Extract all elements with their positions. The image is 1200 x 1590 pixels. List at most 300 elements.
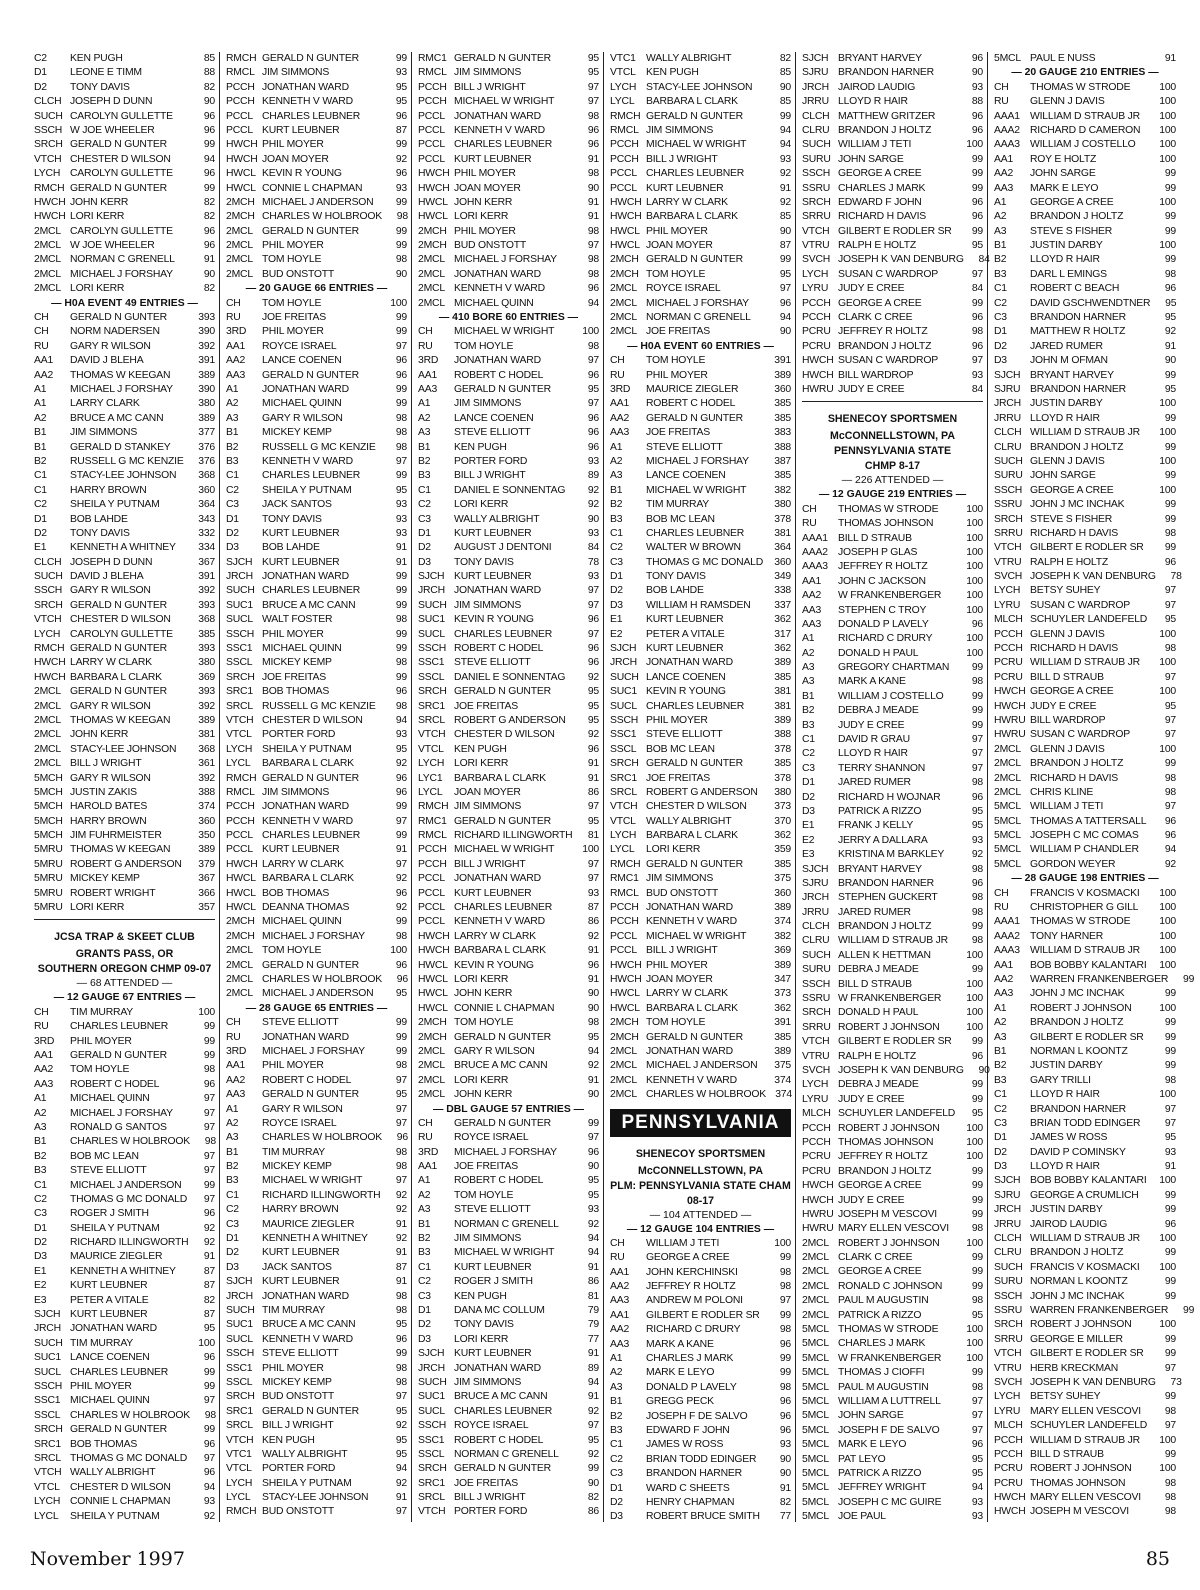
shooter-name: BRANDON J HOLTZ (1030, 441, 1124, 453)
class-code: D2 (994, 1146, 1007, 1158)
shooter-name: SUSAN C WARDROP (838, 268, 938, 280)
class-code: B3 (802, 719, 815, 731)
score: 93 (395, 67, 407, 79)
score: 98 (587, 268, 599, 280)
score: 362 (774, 1002, 791, 1014)
score: 99 (203, 1035, 215, 1047)
score: 98 (1164, 1506, 1176, 1518)
shooter-name: KENNETH A WHITNEY (262, 1233, 368, 1245)
shooter-name: BARBARA L CLARK (262, 873, 354, 885)
class-code: SRC1 (226, 686, 253, 698)
score: 100 (966, 590, 983, 602)
score: 95 (587, 815, 599, 827)
shooter-name: BILL D STRAUB (838, 978, 912, 990)
score: 389 (198, 714, 215, 726)
shooter-name: RALPH E HOLTZ (1030, 556, 1109, 568)
shooter-name: JIM FUHRMEISTER (70, 830, 162, 842)
class-code: 2MCH (610, 1017, 639, 1029)
result-row (34, 225, 215, 239)
class-code: CLCH (34, 96, 62, 108)
result-row (802, 992, 983, 1006)
class-code: 5MCL (802, 1482, 829, 1494)
shooter-name: SUSAN C WARDROP (1030, 729, 1130, 741)
class-code: A3 (994, 1031, 1007, 1043)
result-row (34, 1337, 215, 1351)
shooter-name: JOSEPH D DUNN (70, 96, 153, 108)
shooter-name: WARD C SHEETS (646, 1482, 730, 1494)
class-code: SJCH (226, 1276, 253, 1288)
class-code: B2 (226, 441, 239, 453)
class-code: RU (34, 340, 49, 352)
result-row (994, 556, 1176, 570)
class-code: B1 (34, 1136, 47, 1148)
shooter-name: JOSEPH F DE SALVO (838, 1424, 940, 1436)
class-code: PCRU (802, 1151, 831, 1163)
result-row (610, 397, 791, 411)
class-code: AAA2 (994, 124, 1020, 136)
class-code: B1 (418, 1218, 431, 1230)
shooter-name: PHIL MOYER (646, 369, 708, 381)
score: 90 (779, 225, 791, 237)
shooter-name: JEFFREY R HOLTZ (838, 326, 928, 338)
class-code: 5MCL (802, 1424, 829, 1436)
class-code: E3 (802, 849, 815, 861)
shooter-name: LLOYD R HAIR (1030, 412, 1100, 424)
score: 99 (971, 1165, 983, 1177)
result-row (226, 469, 407, 483)
score: 96 (587, 369, 599, 381)
shooter-name: KENNETH A WHITNEY (70, 542, 176, 554)
shooter-name: JOE FREITAS (262, 671, 326, 683)
result-row (418, 1218, 599, 1232)
shooter-name: RUSSELL G MC KENZIE (262, 441, 376, 453)
class-code: SUC1 (226, 599, 253, 611)
shooter-name: MICHAEL QUINN (70, 1395, 150, 1407)
score: 380 (774, 499, 791, 511)
result-row (226, 915, 407, 929)
score: 81 (587, 1290, 599, 1302)
shooter-name: GERALD N GUNTER (70, 182, 167, 194)
score: 97 (395, 1391, 407, 1403)
score: 377 (198, 427, 215, 439)
score: 77 (587, 1333, 599, 1345)
shooter-name: CHARLES LEUBNER (454, 628, 553, 640)
shooter-name: BUD ONSTOTT (454, 240, 527, 252)
class-code: HWCL (610, 1002, 640, 1014)
shooter-name: SCHUYLER LANDEFELD (1030, 1420, 1148, 1432)
score: 96 (203, 110, 215, 122)
result-row (994, 901, 1176, 915)
shooter-name: BETSY SUHEY (1030, 585, 1101, 597)
shooter-name: THOMAS JOHNSON (838, 1136, 934, 1148)
result-row (418, 959, 599, 973)
score: 382 (774, 930, 791, 942)
shooter-name: WALLY ALBRIGHT (646, 53, 732, 64)
class-code: RMCH (418, 801, 449, 813)
class-code: SSCH (802, 168, 831, 180)
shooter-name: JAMES W ROSS (646, 1439, 724, 1451)
class-code: LYRU (802, 1093, 829, 1105)
result-row (802, 196, 983, 210)
score: 98 (587, 110, 599, 122)
class-code: SUC1 (610, 686, 637, 698)
shooter-name: KURT LEUBNER (454, 1261, 532, 1273)
class-code: D2 (34, 81, 47, 93)
result-row (418, 1002, 599, 1016)
class-code: 2MCL (226, 268, 253, 280)
class-code: E1 (610, 614, 623, 626)
shooter-name: WALLY ALBRIGHT (262, 1448, 348, 1460)
shooter-name: GORDON WEYER (1030, 858, 1116, 870)
score: 389 (774, 959, 791, 971)
score: 94 (203, 153, 215, 165)
score: 95 (587, 53, 599, 64)
shooter-name: STEVE S FISHER (1030, 225, 1113, 237)
result-row (226, 1505, 407, 1519)
result-row (418, 138, 599, 152)
results-column (606, 52, 796, 1522)
result-row (226, 901, 407, 915)
class-code: 2MCL (994, 743, 1021, 755)
class-code: A2 (418, 1189, 431, 1201)
score: 373 (774, 801, 791, 813)
score: 100 (1159, 455, 1176, 467)
class-code: D3 (610, 1511, 623, 1523)
result-row (802, 733, 983, 747)
score: 99 (1164, 1060, 1176, 1072)
class-code: PCCL (226, 124, 253, 136)
score: 92 (779, 196, 791, 208)
result-row (34, 728, 215, 742)
result-row (802, 877, 983, 891)
score: 97 (587, 858, 599, 870)
score: 99 (395, 1031, 407, 1043)
result-row (34, 498, 215, 512)
score: 98 (1164, 1477, 1176, 1489)
result-row (610, 800, 791, 814)
result-row (994, 1131, 1176, 1145)
result-row (418, 973, 599, 987)
event-header: — 20 GAUGE 210 ENTRIES — (1011, 67, 1159, 79)
score: 98 (779, 1324, 791, 1336)
class-code: B2 (418, 1233, 431, 1245)
result-row (34, 541, 215, 555)
result-row (418, 1261, 599, 1275)
class-code: HWCL (226, 902, 256, 914)
shooter-name: TOM HOYLE (262, 945, 322, 957)
score: 99 (779, 1252, 791, 1264)
shooter-name: RICHARD H DAVIS (1030, 772, 1119, 784)
shooter-name: KRISTINA M BARKLEY (838, 849, 945, 861)
shooter-name: PORTER FORD (454, 1506, 528, 1518)
class-code: AAA1 (802, 532, 828, 544)
shooter-name: GILBERT E RODLER SR (646, 1309, 760, 1321)
class-code: 2MCL (34, 729, 61, 741)
class-code: SRC1 (226, 1405, 253, 1417)
result-row (802, 81, 983, 95)
class-code: 2MCH (418, 240, 447, 252)
shooter-name: BOB BOBBY KALANTARI (1030, 1175, 1147, 1187)
score: 100 (966, 575, 983, 587)
score: 99 (971, 921, 983, 933)
result-row (994, 455, 1176, 469)
score: 100 (1159, 1434, 1176, 1446)
shooter-name: KENNETH V WARD (454, 124, 545, 136)
result-row (610, 656, 791, 670)
class-code: 2MCL (418, 297, 445, 309)
score: 98 (395, 441, 407, 453)
shooter-name: CONNIE L CHAPMAN (262, 182, 363, 194)
score: 95 (971, 1108, 983, 1120)
score: 92 (1164, 858, 1176, 870)
result-row (994, 930, 1176, 944)
class-code: SJRU (994, 383, 1021, 395)
class-code: PCCL (226, 110, 253, 122)
result-row (802, 210, 983, 224)
result-row (994, 1246, 1176, 1260)
result-row (802, 805, 983, 819)
score: 96 (203, 1467, 215, 1479)
result-row (994, 1462, 1176, 1476)
class-code: PCCH (610, 153, 639, 165)
class-code: 2MCL (994, 772, 1021, 784)
result-row (994, 772, 1176, 786)
class-code: C2 (610, 542, 623, 554)
shooter-name: JOSEPH D DUNN (70, 556, 153, 568)
result-row (994, 1491, 1176, 1505)
shooter-name: MICHAEL J FORSHAY (262, 930, 365, 942)
shooter-name: RICHARD ILLINGWORTH (454, 830, 573, 842)
result-row (418, 484, 599, 498)
score: 95 (395, 1319, 407, 1331)
result-row (34, 1063, 215, 1077)
shooter-name: TONY DAVIS (646, 571, 706, 583)
score: 91 (203, 1251, 215, 1263)
class-code: CLRU (994, 1247, 1022, 1259)
score: 100 (966, 532, 983, 544)
class-code: HWRU (802, 1208, 834, 1220)
shooter-name: JOAN MOYER (454, 182, 521, 194)
score: 96 (395, 959, 407, 971)
score: 362 (774, 830, 791, 842)
result-row (610, 1352, 791, 1366)
class-code: 2MCL (610, 312, 637, 324)
score: 99 (1164, 1189, 1176, 1201)
score: 99 (1164, 211, 1176, 223)
result-row (802, 124, 983, 138)
shooter-name: GILBERT E RODLER SR (838, 225, 952, 237)
result-row (994, 1031, 1176, 1045)
class-code: JRCH (226, 1290, 253, 1302)
score: 97 (587, 240, 599, 252)
shooter-name: MICHAEL W WRIGHT (646, 484, 747, 496)
result-row (994, 1405, 1176, 1419)
score: 96 (971, 124, 983, 136)
score: 92 (395, 1477, 407, 1489)
score: 90 (587, 1161, 599, 1173)
shooter-name: MICHAEL J FORSHAY (646, 455, 749, 467)
result-row (994, 671, 1176, 685)
shooter-name: LANCE COENEN (454, 412, 534, 424)
shooter-name: STEVE ELLIOTT (262, 1348, 339, 1360)
class-code: 5MCH (34, 801, 63, 813)
shooter-name: CHARLES LEUBNER (70, 1366, 169, 1378)
shooter-name: THOMAS G MC DONALD (646, 556, 764, 568)
result-row (34, 1164, 215, 1178)
result-row (34, 52, 215, 66)
class-code: A2 (802, 647, 815, 659)
score: 100 (966, 633, 983, 645)
class-code: B1 (226, 1146, 239, 1158)
class-code: HWCH (994, 1492, 1026, 1504)
class-code: SUCH (226, 1304, 255, 1316)
shooter-name: JOE FREITAS (454, 1161, 518, 1173)
result-row (226, 685, 407, 699)
result-row (34, 1035, 215, 1049)
score: 93 (971, 1511, 983, 1523)
class-code: PCCL (418, 916, 445, 928)
score: 360 (774, 887, 791, 899)
shooter-name: WILLIAM D STRAUB JR (1030, 1233, 1140, 1245)
result-row (418, 110, 599, 124)
score: 97 (971, 1410, 983, 1422)
class-code: LYCL (34, 1510, 59, 1522)
shooter-name: JIM SIMMONS (454, 1233, 522, 1245)
shooter-name: KENNETH V WARD (262, 455, 353, 467)
shooter-name: DANA MC COLLUM (454, 1304, 545, 1316)
class-code: MLCH (994, 614, 1023, 626)
score: 100 (1159, 484, 1176, 496)
score: 78 (587, 556, 599, 568)
shooter-name: THOMAS J CIOFFI (838, 1367, 925, 1379)
class-code: SJCH (802, 53, 829, 64)
result-row (994, 1419, 1176, 1433)
class-code: HWCH (418, 168, 450, 180)
class-code: SSCL (226, 1376, 253, 1388)
shooter-name: RICHARD H DAVIS (1030, 527, 1119, 539)
score: 95 (971, 1453, 983, 1465)
score: 100 (1159, 1002, 1176, 1014)
score: 91 (587, 974, 599, 985)
class-code: LYCH (34, 628, 61, 640)
score: 100 (1159, 1175, 1176, 1187)
shooter-name: JUSTIN ZAKIS (70, 786, 137, 798)
shooter-name: BARBARA L CLARK (646, 96, 738, 108)
score: 95 (971, 820, 983, 832)
score: 100 (198, 1337, 215, 1349)
class-code: HWCH (418, 945, 450, 957)
score: 86 (587, 916, 599, 928)
result-row (226, 369, 407, 383)
class-code: SRCH (34, 1424, 63, 1436)
score: 98 (1164, 643, 1176, 655)
result-row (226, 325, 407, 339)
shooter-name: PHIL MOYER (646, 225, 708, 237)
shooter-name: ROGER J SMITH (70, 1208, 149, 1220)
score: 100 (1159, 887, 1176, 899)
result-row (226, 167, 407, 181)
result-row (994, 1160, 1176, 1174)
score: 97 (1164, 1420, 1176, 1432)
shooter-name: BILL D STRAUB (1030, 1448, 1104, 1460)
shooter-name: LORI KERR (454, 1333, 509, 1345)
class-code: SRCH (34, 139, 63, 151)
result-row (610, 196, 791, 210)
shooter-name: PORTER FORD (454, 455, 528, 467)
score: 87 (587, 902, 599, 914)
shooter-name: KURT LEUBNER (646, 182, 724, 194)
shooter-name: MICHAEL J FORSHAY (262, 1045, 365, 1057)
score: 385 (774, 758, 791, 770)
club-name: JCSA TRAP & SKEET CLUB (54, 931, 195, 944)
shooter-name: JEFFREY R HOLTZ (838, 1151, 928, 1163)
shooter-name: PHIL MOYER (646, 714, 708, 726)
class-code: AA1 (226, 1060, 246, 1072)
shooter-name: GEORGE A CREE (1030, 484, 1114, 496)
result-row (418, 628, 599, 642)
result-row (802, 1021, 983, 1035)
score: 93 (395, 513, 407, 525)
result-row (994, 354, 1176, 368)
shooter-name: SCHUYLER LANDEFELD (1030, 614, 1148, 626)
class-code: 2MCL (418, 1074, 445, 1086)
result-row (34, 1236, 215, 1250)
result-row (994, 815, 1176, 829)
shooter-name: KENNETH V WARD (646, 916, 737, 928)
class-code: C1 (610, 527, 623, 539)
score: 98 (204, 1136, 216, 1148)
score: 97 (587, 355, 599, 367)
class-code: CH (802, 503, 817, 515)
result-row (418, 930, 599, 944)
score: 90 (587, 182, 599, 194)
result-row (610, 210, 791, 224)
class-code: HWCL (610, 225, 640, 237)
shooter-name: DEBRA J MEADE (838, 705, 919, 717)
result-row (994, 369, 1176, 383)
class-code: 2MCL (226, 988, 253, 1000)
score: 95 (1164, 1132, 1176, 1144)
result-row (802, 1194, 983, 1208)
score: 98 (395, 254, 407, 266)
score: 92 (587, 499, 599, 511)
class-code: AA2 (226, 355, 246, 367)
result-row (34, 743, 215, 757)
class-code: SSC1 (418, 657, 445, 669)
class-code: RU (418, 340, 433, 352)
class-code: SVCH (994, 571, 1023, 583)
class-code: D1 (994, 326, 1007, 338)
result-row (226, 1434, 407, 1448)
result-row (610, 944, 791, 958)
class-code: SJRU (802, 67, 829, 79)
result-row (226, 858, 407, 872)
shooter-name: CHARLES LEUBNER (70, 1021, 169, 1033)
class-code: PCRU (802, 1165, 831, 1177)
result-row (34, 1222, 215, 1236)
shooter-name: GERALD N GUNTER (70, 1424, 167, 1436)
score: 99 (971, 1280, 983, 1292)
class-code: PCCL (418, 139, 445, 151)
result-row (802, 1064, 990, 1078)
shooter-name: SUSAN C WARDROP (838, 355, 938, 367)
shooter-name: CHESTER D WILSON (646, 801, 747, 813)
result-row (802, 110, 983, 124)
divider (802, 401, 983, 402)
score: 97 (203, 1452, 215, 1464)
result-row (610, 138, 791, 152)
score: 97 (203, 1165, 215, 1177)
